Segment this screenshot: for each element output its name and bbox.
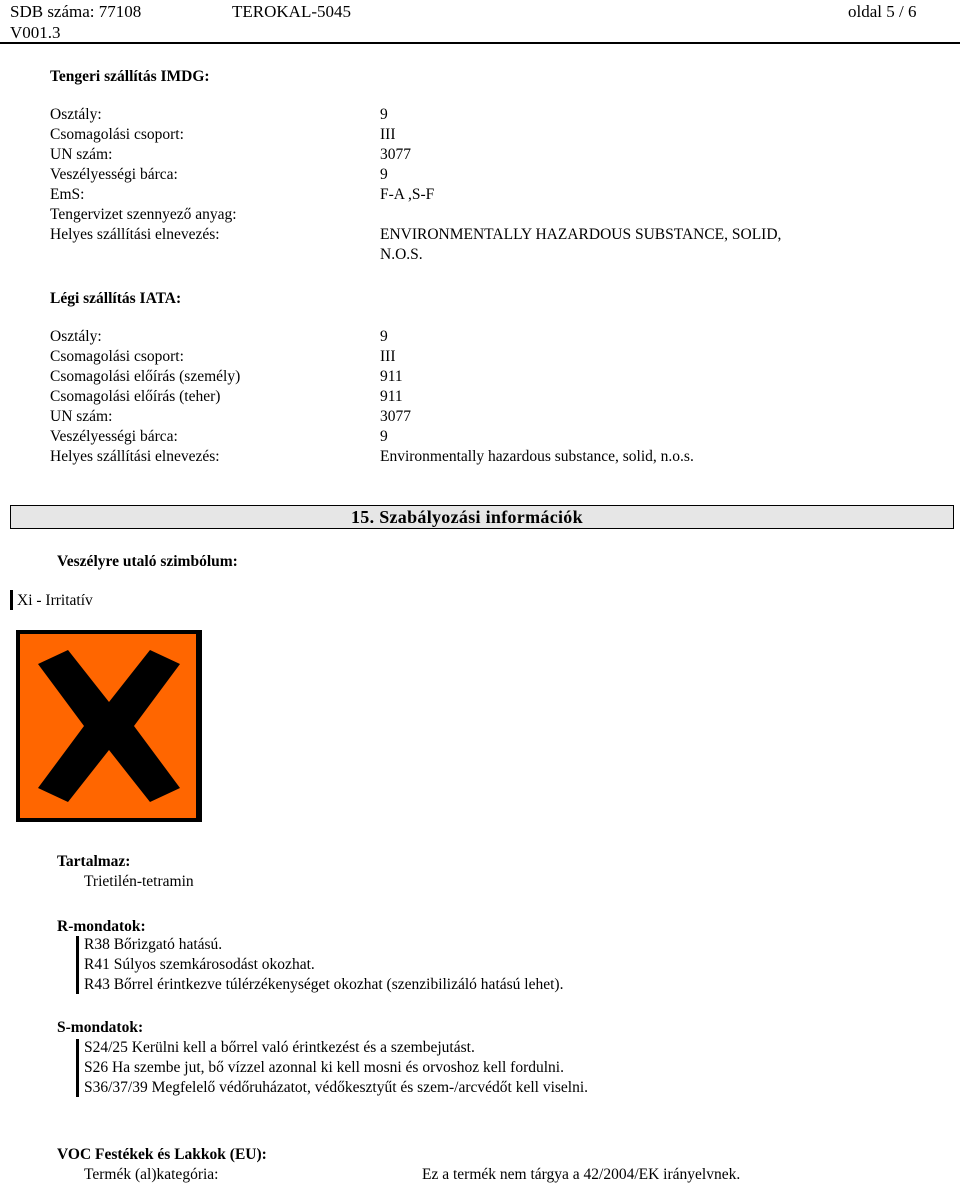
imdg-row: [50, 126, 930, 146]
imdg-row: [50, 226, 930, 246]
imdg-label: EmS:: [50, 186, 85, 203]
iata-label: Helyes szállítási elnevezés:: [50, 448, 220, 465]
iata-label: Csomagolási előírás (teher): [50, 388, 221, 405]
iata-label: Osztály:: [50, 328, 102, 345]
contains-value: Trietilén-tetramin: [84, 873, 194, 890]
r-phrases-heading: R-mondatok:: [57, 918, 146, 935]
imdg-value: ENVIRONMENTALLY HAZARDOUS SUBSTANCE, SOLID,: [380, 226, 782, 243]
iata-value: 3077: [380, 408, 411, 425]
voc-heading: VOC Festékek és Lakkok (EU):: [57, 1146, 267, 1163]
imdg-label: Csomagolási csoport:: [50, 126, 184, 143]
imdg-row: [50, 106, 930, 126]
r-phrase: R38 Bőrizgató hatású.: [84, 936, 223, 953]
iata-value: 911: [380, 368, 403, 385]
s-phrase: S36/37/39 Megfelelő védőruházatot, védőkesztyűt és szem-/arcvédőt kell viselni.: [84, 1079, 589, 1096]
imdg-label: Tengervizet szennyező anyag:: [50, 206, 237, 223]
symbol-label: Xi - Irritatív: [17, 592, 93, 609]
product-code: TEROKAL-5045: [232, 2, 351, 21]
iata-label: Csomagolási előírás (személy): [50, 368, 241, 385]
iata-label: Veszélyességi bárca:: [50, 428, 178, 445]
imdg-heading: Tengeri szállítás IMDG:: [50, 68, 210, 85]
change-bar: [76, 936, 79, 994]
imdg-row: [50, 146, 930, 166]
voc-value: Ez a termék nem tárgya a 42/2004/EK irányelvnek.: [422, 1166, 741, 1183]
imdg-value: 9: [380, 106, 388, 123]
symbol-heading: Veszélyre utaló szimbólum:: [57, 553, 238, 570]
r-phrase: R41 Súlyos szemkárosodást okozhat.: [84, 956, 315, 973]
s-phrase: S26 Ha szembe jut, bő vízzel azonnal ki kell mosni és orvoshoz kell fordulni.: [84, 1059, 564, 1076]
iata-value: III: [380, 348, 396, 365]
imdg-value: 3077: [380, 146, 411, 163]
imdg-label: Helyes szállítási elnevezés:: [50, 226, 220, 243]
version: V001.3: [10, 23, 61, 42]
contains-heading: Tartalmaz:: [57, 853, 131, 870]
iata-label: UN szám:: [50, 408, 113, 425]
imdg-row: [50, 206, 930, 226]
iata-value: Environmentally hazardous substance, solid, n.o.s.: [380, 448, 694, 465]
change-bar: [10, 590, 13, 610]
voc-label: Termék (al)kategória:: [84, 1166, 219, 1183]
iata-row: [50, 408, 930, 428]
iata-row: [50, 348, 930, 368]
imdg-value: F-A ,S-F: [380, 186, 435, 203]
imdg-label: Veszélyességi bárca:: [50, 166, 178, 183]
imdg-label: Osztály:: [50, 106, 102, 123]
iata-row: [50, 448, 930, 468]
imdg-value: 9: [380, 166, 388, 183]
section-15-header: [10, 505, 954, 529]
s-phrase: S24/25 Kerülni kell a bőrrel való érintkezést és a szembejutást.: [84, 1039, 475, 1056]
imdg-label: UN szám:: [50, 146, 113, 163]
header-divider: [0, 42, 960, 44]
iata-row: [50, 388, 930, 408]
iata-row: [50, 368, 930, 388]
iata-row: [50, 428, 930, 448]
iata-label: Csomagolási csoport:: [50, 348, 184, 365]
s-phrases-heading: S-mondatok:: [57, 1019, 144, 1036]
sdb-number: SDB száma: 77108: [10, 2, 142, 21]
iata-value: 911: [380, 388, 403, 405]
xi-irritant-pictogram-icon: [16, 630, 202, 822]
imdg-row: [50, 186, 930, 206]
s-phrases-list: [84, 1038, 588, 1098]
iata-value: 9: [380, 428, 388, 445]
imdg-name-continuation: N.O.S.: [380, 246, 423, 263]
r-phrases-list: [84, 935, 563, 995]
imdg-row: [50, 166, 930, 186]
iata-heading: Légi szállítás IATA:: [50, 290, 182, 307]
change-bar: [76, 1039, 79, 1097]
iata-row: [50, 328, 930, 348]
page-number: oldal 5 / 6: [848, 2, 917, 21]
r-phrase: R43 Bőrrel érintkezve túlérzékenységet okozhat (szenzibilizáló hatású lehet).: [84, 976, 564, 993]
imdg-value: III: [380, 126, 396, 143]
section-15-title: 15. Szabályozási információk: [351, 507, 583, 527]
iata-value: 9: [380, 328, 388, 345]
